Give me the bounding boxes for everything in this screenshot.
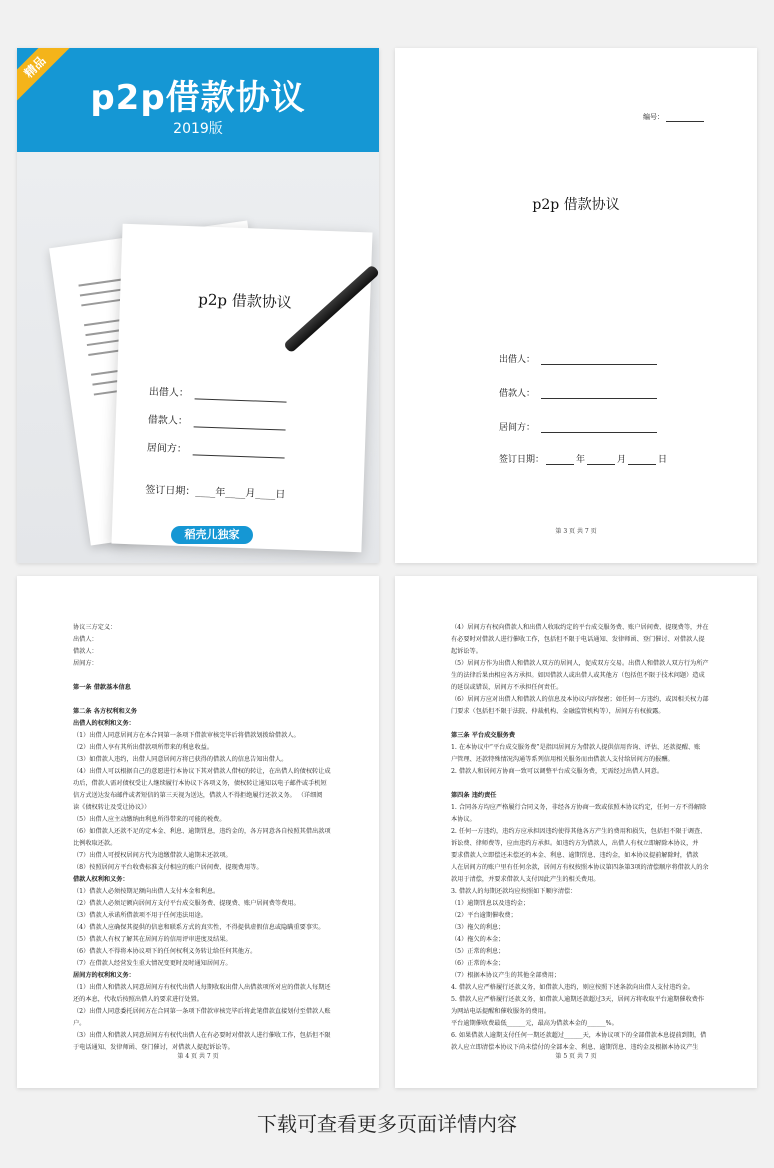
paragraph-line: 协议三方定义：	[73, 624, 117, 631]
paragraph-line: 1. 合同各方均应严格履行合同义务，非经各方协商一致或依照本协议约定，任何一方不得解除	[451, 804, 707, 811]
cover-lender-label: 出借人：	[148, 386, 189, 400]
paragraph-line: （7）根据本协议产生的其他全部费用；	[451, 972, 561, 979]
paragraph-line: （1）借款人必须按期足额向出借人支付本金和利息。	[73, 888, 220, 895]
premium-ribbon-label: 精品	[21, 53, 49, 81]
intermediary-label: 居间方：	[499, 423, 536, 433]
paragraph-line: 还的本息，代收后按照出借人的要求进行处置。	[73, 996, 203, 1003]
paragraph-line: 款用于清偿，并要求借款人支付因此产生的相关费用。	[451, 876, 600, 883]
cover-intermediary-label: 居间方：	[146, 442, 188, 456]
paragraph-line: 的延误或错误，居间方不承担任何责任。	[451, 684, 563, 691]
paragraph-line: （6）正常的本金；	[451, 960, 505, 967]
paragraph-line: （5）居间方作为出借人和借款人双方的居间人，促成双方交易。出借人和借款人双方行为所产	[451, 660, 709, 667]
paragraph-line: （2）平台逾期催收费；	[451, 912, 517, 919]
paragraph-line: （5）借款人有权了解其在居间方的信用评审进度及结果。	[73, 936, 232, 943]
paragraph-line: 信方式送达发布邮件或者短信的第三天视为送达，借款人不得拒绝履行还款义务。 （详细阅	[73, 792, 323, 799]
paragraph-line: （3）借款人承诺所借款项不用于任何违法用途。	[73, 912, 207, 919]
page-footer: 第 4 页 共 7 页	[177, 1053, 219, 1060]
paragraph-line: 起诉讼等。	[451, 648, 482, 655]
download-caption: 下载可查看更多页面详情内容	[257, 1112, 517, 1136]
cover-year: 2019版	[173, 121, 223, 137]
section-heading: 出借人的权利和义务：	[73, 720, 135, 727]
text-page-5	[395, 576, 757, 1088]
paragraph-line: 诉讼费、律师费等，应由违约方承担。如违约方为借款人，出借人有权立即解除本协议，并	[451, 840, 699, 847]
borrower-label: 借款人：	[499, 389, 536, 399]
cover-intermediary-row	[147, 439, 285, 459]
lender-row	[499, 352, 657, 365]
cover-lender-row	[149, 383, 287, 403]
section-heading: 借款人权利和义务：	[73, 876, 129, 883]
section-heading: 第四条 违约责任	[451, 792, 497, 799]
text-page-4	[17, 576, 379, 1088]
paragraph-line: （1）出借人和借款人同意居间方有权代出借人每期收取出借人出借款项所对应的借款人每期还	[73, 984, 331, 991]
paragraph-line: （5）出借人应主动缴纳由利息所得带来的可能的税费。	[73, 816, 226, 823]
cover-title: p2p借款协议	[90, 78, 306, 118]
sign-date-month: 月	[617, 455, 627, 465]
paragraph-line: 于电话通知、发律师函、登门催讨，对借款人提起诉讼等。	[73, 1044, 234, 1051]
borrower-row	[499, 386, 657, 399]
paragraph-line: （4）借款人应确保其提供的信息和联系方式的真实性，不得提供虚假信息或隐瞒重要事实。	[73, 924, 325, 931]
cover-date-year: 年	[215, 487, 226, 499]
paragraph-line: （3）如借款人违约，出借人同意居间方将已获得的借款人的信息告知出借人。	[73, 756, 288, 763]
cover-banner	[17, 48, 379, 152]
lender-label: 出借人：	[499, 355, 536, 365]
paragraph-line: （5）正常的利息；	[451, 948, 505, 955]
paragraph-line: （4）拖欠的本金；	[451, 936, 505, 943]
page-footer: 第 3 页 共 7 页	[555, 528, 597, 535]
cover-borrower-label: 借款人：	[147, 414, 188, 428]
document-number	[643, 112, 704, 122]
paragraph-line: 有必要时对借款人进行催收工作，包括但不限于电话通知、发律师函、登门催讨、对借款人提	[451, 636, 705, 643]
paragraph-line: 居间方：	[73, 660, 98, 667]
paragraph-line: 平台逾期催收费最低______元，最高为借款本金的______%。	[451, 1020, 618, 1027]
intermediary-row	[499, 420, 657, 433]
cover-paper-title: p2p 借款协议	[197, 290, 293, 312]
paragraph-line: 人在居间方的账户里有任何余款，居间方有权按照本协议第四条第3项的清偿顺序将借款人的余	[451, 864, 709, 871]
paragraph-line: 要求借款人立即偿还未偿还的本金、利息、逾期罚息、违约金，如本协议提前解除时，借款	[451, 852, 699, 859]
paragraph-line: 功后，借款人需对债权受让人继续履行本协议下各项义务，债权转让通知以电子邮件或手机短	[73, 780, 327, 787]
page-body	[73, 622, 335, 1054]
section-heading: 第二条 各方权利和义务	[73, 708, 138, 715]
cover-borrower-row	[148, 411, 286, 431]
paragraph-line: 出借人：	[73, 636, 98, 643]
cover-page	[17, 48, 379, 563]
paragraph-line: 户。	[73, 1020, 86, 1027]
agreement-title: p2p 借款协议	[532, 197, 620, 213]
paragraph-line: 款人应立即清偿本协议下尚未偿付的全部本金、利息、逾期罚息、违约金及根据本协议产生	[451, 1044, 699, 1051]
paragraph-line: 6. 如果借款人逾期支付任何一期还款超过______天，本协议项下的全部借款本息提前到期，借	[451, 1032, 707, 1039]
cover-date-row: 签订日期：____年____月____日	[145, 484, 286, 501]
paragraph-line: （3）拖欠的利息；	[451, 924, 505, 931]
paragraph-line: 4. 借款人应严格履行还款义务，如借款人违约，则应按照下述条款向出借人支付违约金。	[451, 984, 694, 991]
paragraph-line: 生的法律后果由相应各方承担。如因借款人或出借人或其他方（包括但不限于技术问题）造成	[451, 672, 705, 679]
paragraph-line: （3）出借人和借款人同意居间方有权代出借人在有必要时对借款人进行催收工作，包括但不限	[73, 1032, 331, 1039]
sign-date-label: 签订日期：	[499, 455, 545, 465]
section-heading: 居间方的权利和义务：	[73, 972, 135, 979]
paragraph-line: （6）居间方应对出借人和借款人的信息及本协议内容保密；如任何一方违约，或因相关权力部	[451, 696, 709, 703]
section-heading: 第一条 借款基本信息	[73, 684, 131, 691]
page-footer: 第 5 页 共 7 页	[555, 1053, 597, 1060]
cover-paper-front	[111, 224, 372, 553]
page-body	[451, 622, 713, 1054]
paragraph-line: 2. 任何一方违约，违约方应承担因违约使得其他各方产生的费用和损失，包括但不限于调查、	[451, 828, 707, 835]
cover-date-label: 签订日期：	[145, 484, 196, 498]
paragraph-line: （1）出借人同意居间方在本合同第一条项下借款审核完毕后将借款划拨给借款人。	[73, 732, 300, 739]
sign-date-row	[499, 452, 667, 465]
paragraph-line: 读《债权转让及受让协议》）	[73, 804, 151, 811]
paragraph-line: 本协议。	[451, 816, 476, 823]
paragraph-line: （7）在借款人经营发生重大情况变更时及时通知居间方。	[73, 960, 232, 967]
paragraph-line: （2）出借人同意委托居间方在合同第一条项下借款审核完毕后将此笔借款直接划付至借款人账	[73, 1008, 331, 1015]
paragraph-line: 为网站电话提醒和催收服务的费用。	[451, 1008, 550, 1015]
paragraph-line: （4）出借人可以根据自己的意愿进行本协议下其对借款人借权的转让，在出借人的债权转让成	[73, 768, 331, 775]
paragraph-line: 1. 在本协议中“平台成交服务费”是指因居间方为借款人提供信用咨询、评估、还款提醒、账	[451, 744, 701, 751]
section-heading: 第三条 平台成交服务费	[451, 732, 516, 739]
paragraph-line: （6）借款人不得将本协议项下的任何权利义务转让给任何其他方。	[73, 948, 257, 955]
cover-date-month: 月	[245, 488, 256, 500]
paragraph-line: （7）出借人可授权居间方代为追缴借款人逾期未还款项。	[73, 852, 232, 859]
paragraph-line: （8）按照居间方平台收费标准支付相应的账户居间费、提现费用等。	[73, 864, 263, 871]
title-page	[395, 48, 757, 563]
paragraph-line: 比例收取还款。	[73, 840, 117, 847]
exclusive-badge: 稻壳儿独家	[171, 526, 253, 544]
paragraph-line: 门要求（包括但不限于法院、仲裁机构、金融监管机构等），居间方有权披露。	[451, 708, 665, 715]
paragraph-line: （2）借款人必须足额向居间方支付平台成交服务费、提现费、账户居间费等费用。	[73, 900, 300, 907]
paragraph-line: 2. 借款人和居间方协商一致可以调整平台成交服务费，无需经过出借人同意。	[451, 768, 664, 775]
paragraph-line: 5. 借款人应严格履行还款义务，如借款人逾期还款超过3天，居间方将收取平台逾期催收费作	[451, 996, 705, 1003]
sign-date-day: 日	[658, 455, 668, 465]
paragraph-line: （1）逾期罚息以及违约金；	[451, 900, 530, 907]
paragraph-line: （6）如借款人还款不足的定本金、利息、逾期罚息，违约金的，各方同意各自按照其借出款项	[73, 828, 331, 835]
number-label: 编号：	[643, 113, 664, 121]
paragraph-line: 借款人：	[73, 648, 98, 655]
cover-date-day: 日	[275, 489, 286, 501]
paragraph-line: （4）居间方有权向借款人和出借人收取约定的平台成交服务费、账户居间费、提现费等，并在	[451, 624, 709, 631]
sign-date-year: 年	[576, 455, 586, 465]
paragraph-line: （2）出借人享有其所出借款项所带来的利息收益。	[73, 744, 214, 751]
paragraph-line: 户管理、还款特殊情况沟通等系列信用相关服务而由借款人支付给居间方的报酬。	[451, 756, 674, 763]
paragraph-line: 3. 借款人的每期还款均应按照如下顺序清偿：	[451, 888, 577, 895]
